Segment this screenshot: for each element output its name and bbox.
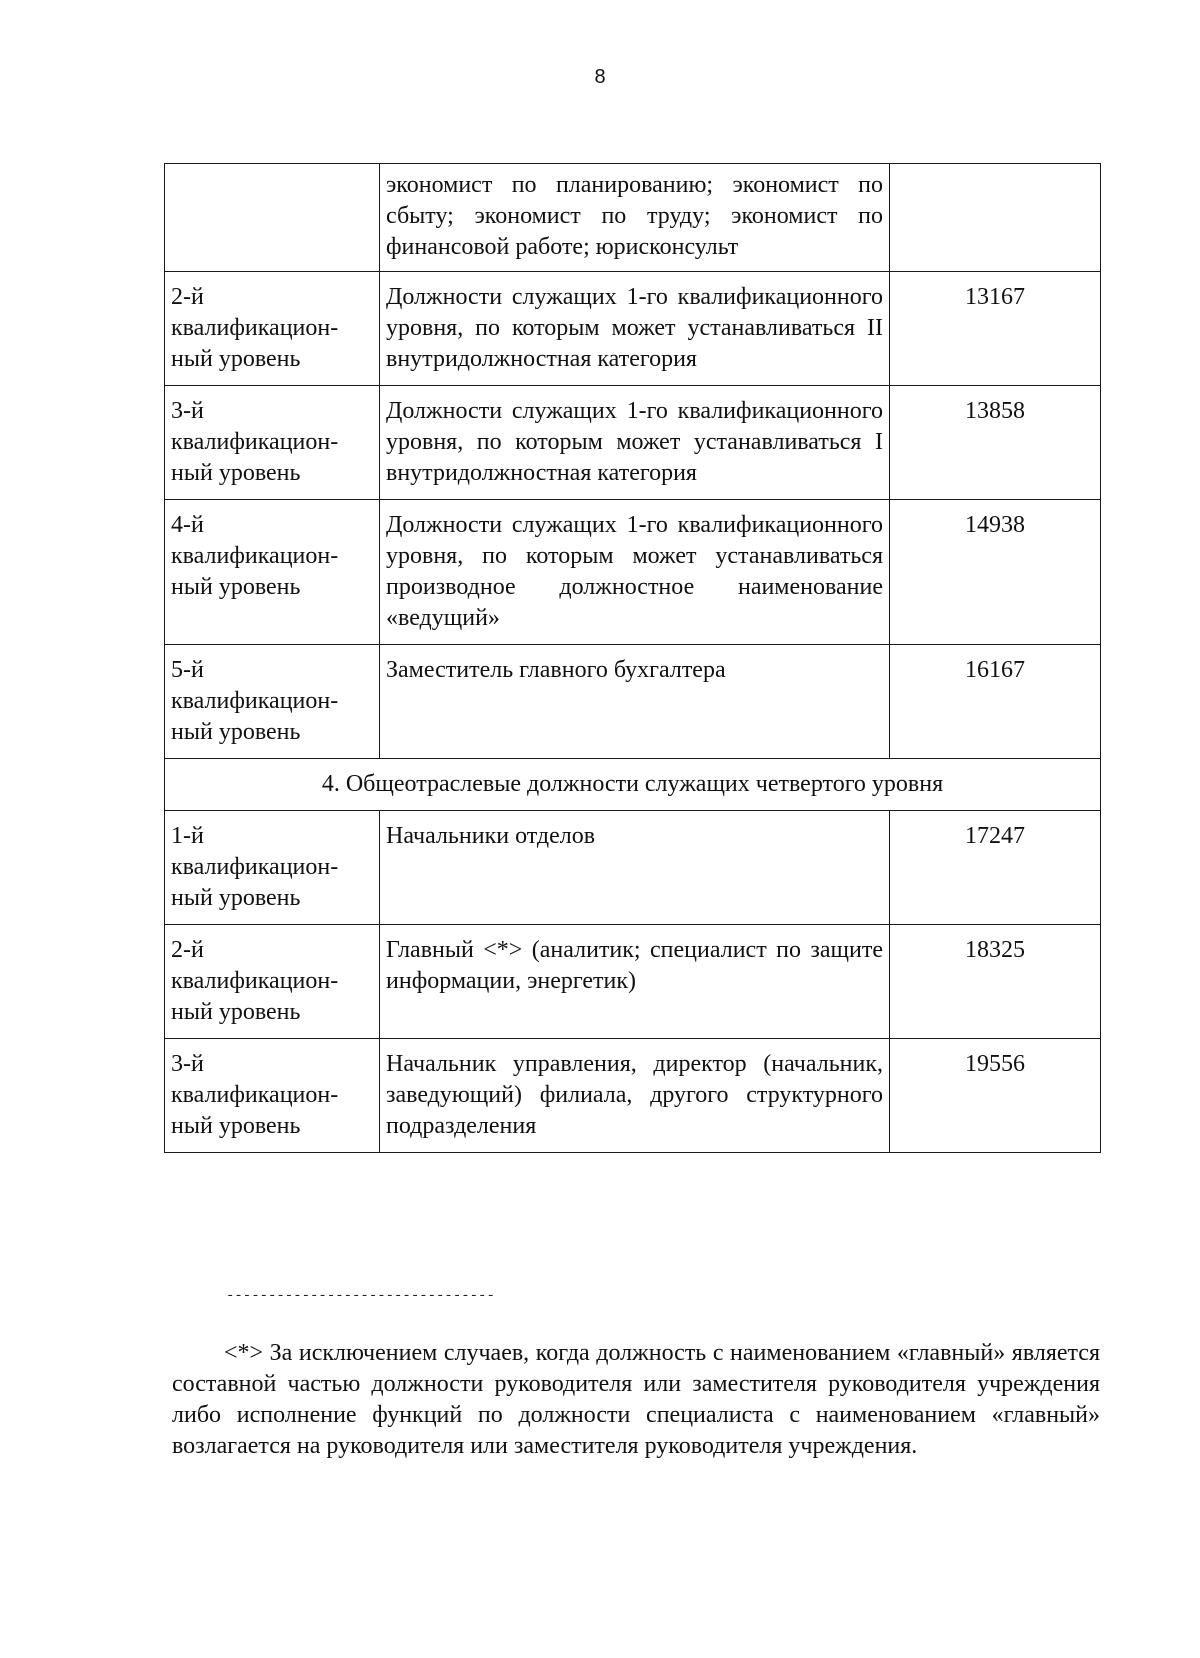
position-description-cell: Должности служащих 1-го квалификационного уровня, по которым может устанавливаться I внутридолжностная категория xyxy=(380,386,890,500)
salary-cell: 14938 xyxy=(890,500,1101,645)
position-description-cell: Главный <*> (аналитик; специалист по защите информации, энергетик) xyxy=(380,925,890,1039)
qualification-level-cell: 4-й квалификацион- ный уровень xyxy=(165,500,380,645)
position-description-cell: Заместитель главного бухгалтера xyxy=(380,645,890,759)
salary-cell: 16167 xyxy=(890,645,1101,759)
position-description-cell: Начальник управления, директор (начальник, заведующий) филиала, другого структурного подразделения xyxy=(380,1039,890,1153)
salary-cell: 13858 xyxy=(890,386,1101,500)
qualification-level-cell: 3-й квалификацион- ный уровень xyxy=(165,386,380,500)
salary-cell: 18325 xyxy=(890,925,1101,1039)
table-row xyxy=(165,925,1101,1039)
position-description-cell: Начальники отделов xyxy=(380,811,890,925)
table-row xyxy=(165,1039,1101,1153)
table-row xyxy=(165,645,1101,759)
position-description-cell: экономист по планированию; экономист по сбыту; экономист по труду; экономист по финансовой работе; юрисконсульт xyxy=(380,164,890,272)
salary-cell: 17247 xyxy=(890,811,1101,925)
salary-cell: 19556 xyxy=(890,1039,1101,1153)
qualification-level-cell: 2-й квалификацион- ный уровень xyxy=(165,272,380,386)
section-heading-row xyxy=(165,759,1101,811)
qualification-level-cell: 2-й квалификацион- ный уровень xyxy=(165,925,380,1039)
salary-cell: 13167 xyxy=(890,272,1101,386)
qualification-level-cell: 5-й квалификацион- ный уровень xyxy=(165,645,380,759)
table-row xyxy=(165,811,1101,925)
footnote-separator: -------------------------------- xyxy=(226,1288,495,1304)
table-row xyxy=(165,500,1101,645)
section-heading: 4. Общеотраслевые должности служащих четвертого уровня xyxy=(165,759,1101,811)
salary-cell xyxy=(890,164,1101,272)
table-row xyxy=(165,164,1101,272)
table-row xyxy=(165,272,1101,386)
page-number: 8 xyxy=(594,66,606,88)
qualification-level-cell: 1-й квалификацион- ный уровень xyxy=(165,811,380,925)
table-row xyxy=(165,386,1101,500)
qualification-level-cell xyxy=(165,164,380,272)
footnote-text: <*> За исключением случаев, когда должность с наименованием «главный» является составной частью должности руководителя или заместителя руководителя учреждения либо исполнение функций по должности специалиста с наименованием «главный» возлагается на руководителя или заместителя руководителя учреждения. xyxy=(172,1340,1100,1459)
salary-grade-table xyxy=(164,163,1101,1153)
position-description-cell: Должности служащих 1-го квалификационного уровня, по которым может устанавливаться производное должностное наименование «ведущий» xyxy=(380,500,890,645)
qualification-level-cell: 3-й квалификацион- ный уровень xyxy=(165,1039,380,1153)
position-description-cell: Должности служащих 1-го квалификационного уровня, по которым может устанавливаться II внутридолжностная категория xyxy=(380,272,890,386)
